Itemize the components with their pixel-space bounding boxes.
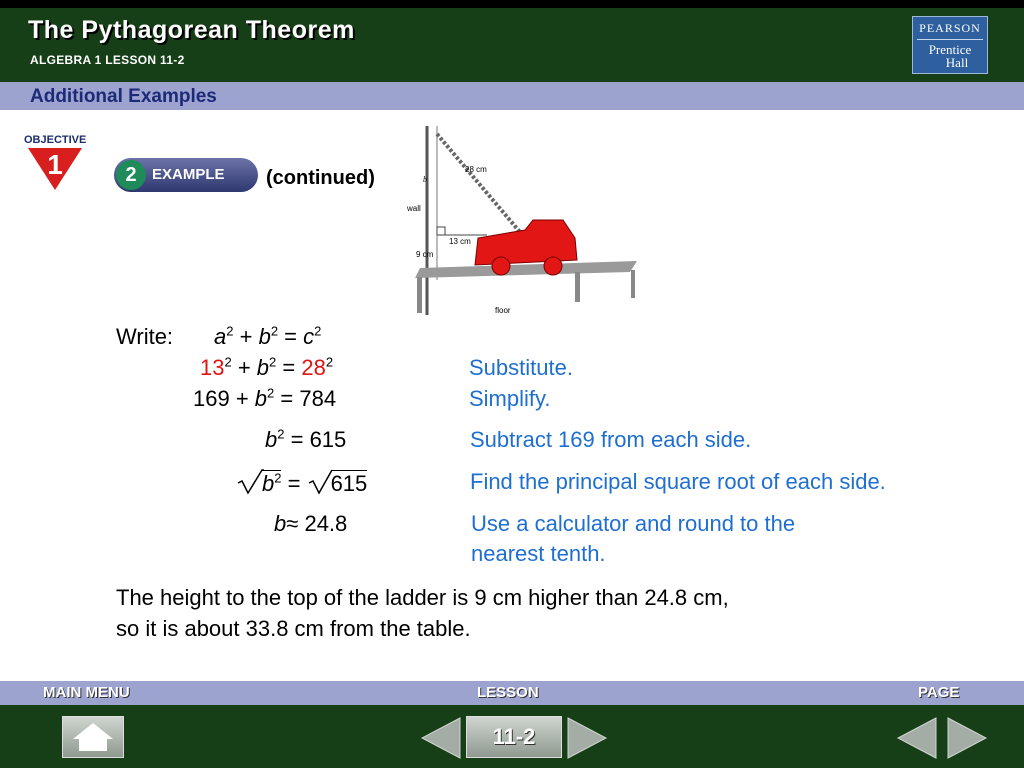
answer-line-2: so it is about 33.8 cm from the table. xyxy=(116,616,471,641)
page-title: The Pythagorean Theorem xyxy=(28,16,355,44)
reason-square-root: Find the principal square root of each side. xyxy=(470,469,886,494)
objective-label: OBJECTIVE xyxy=(24,134,87,146)
figure-horizontal-label: 13 cm xyxy=(449,237,471,246)
objective-number: 1 xyxy=(47,149,63,180)
pearson-logo xyxy=(912,16,988,74)
figure-ladder-label: 28 cm xyxy=(465,165,487,174)
answer-line-1: The height to the top of the ladder is 9 cm higher than 24.8 cm, xyxy=(116,585,729,610)
write-label: Write: xyxy=(116,324,174,349)
lesson-next-button[interactable] xyxy=(566,716,608,765)
reason-round-line2: nearest tenth. xyxy=(471,541,606,566)
ladder-truck-figure xyxy=(405,120,645,320)
main-menu-home-button[interactable] xyxy=(62,716,124,758)
continued-label: (continued) xyxy=(266,167,375,189)
objective-badge xyxy=(24,134,96,190)
page-next-button[interactable] xyxy=(946,716,988,765)
lesson-prev-button[interactable] xyxy=(420,716,462,765)
equation-line-2: $13^2 + b^2 = 28^2$ xyxy=(200,354,334,380)
answer-text xyxy=(116,582,729,644)
page-label: PAGE xyxy=(918,684,960,701)
objective-triangle-icon xyxy=(24,146,84,190)
equation-line-5: $b^2 = 615$ xyxy=(236,469,367,497)
main-menu-label: MAIN MENU xyxy=(43,684,130,701)
sqrt-sign-icon xyxy=(307,469,333,495)
page-subtitle: ALGEBRA 1 LESSON 11-2 xyxy=(30,53,185,67)
reason-subtract: Subtract 169 from each side. xyxy=(470,427,752,452)
arrow-right-icon xyxy=(946,716,988,760)
equation-line-1: $a^2 + b^2 = c^2$ xyxy=(214,323,322,349)
equation-line-3: $169 + b^2 = 784$ xyxy=(193,385,337,411)
equation-line-6: b≈ 24.8 xyxy=(274,511,348,536)
home-icon xyxy=(63,717,123,757)
arrow-left-icon xyxy=(896,716,938,760)
reason-simplify: Simplify. xyxy=(469,386,551,411)
page-prev-button[interactable] xyxy=(896,716,938,765)
sqrt-sign-icon xyxy=(236,469,264,495)
section-title: Additional Examples xyxy=(30,86,217,107)
lesson-label: LESSON xyxy=(477,684,539,701)
lesson-number: 11-2 xyxy=(492,724,536,749)
example-number: 2 xyxy=(116,160,146,190)
equation-line-4: $b^2 = 615$ xyxy=(265,426,347,452)
lesson-number-button[interactable] xyxy=(466,716,562,758)
arrow-left-icon xyxy=(420,716,462,760)
figure-height-label: 9 cm xyxy=(416,250,434,259)
reason-substitute: Substitute. xyxy=(469,355,573,380)
arrow-right-icon xyxy=(566,716,608,760)
figure-wall-label: wall xyxy=(407,204,421,213)
example-label: EXAMPLE xyxy=(152,166,225,183)
figure-b-label: b xyxy=(423,175,427,184)
reason-round-line1: Use a calculator and round to the xyxy=(471,511,796,536)
logo-line1: Prentice xyxy=(928,42,972,57)
figure-floor-label: floor xyxy=(495,306,511,315)
logo-line2: Hall xyxy=(945,55,969,70)
top-edge xyxy=(0,0,1024,8)
logo-brand: PEARSON xyxy=(919,21,981,35)
